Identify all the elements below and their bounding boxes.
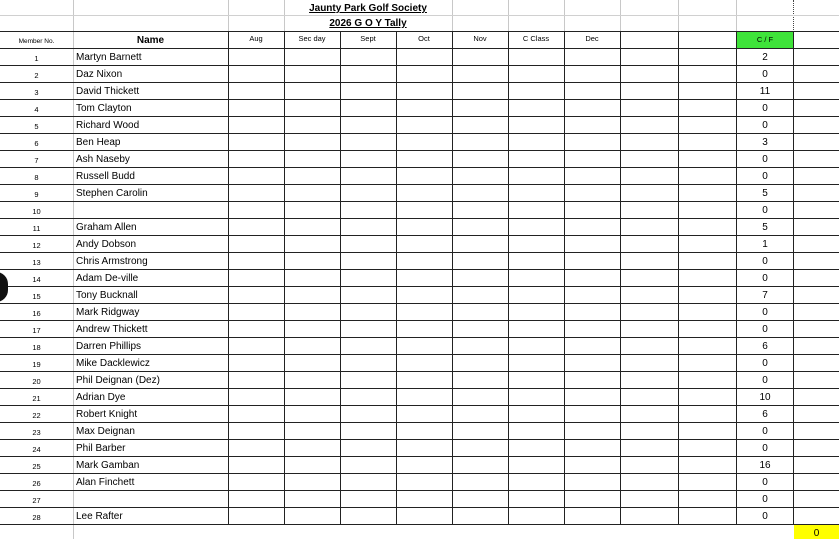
grid-hline (0, 354, 839, 355)
member-no-cell[interactable]: 11 (32, 224, 41, 233)
member-no-cell[interactable]: 14 (32, 275, 41, 284)
member-name-cell[interactable]: Richard Wood (76, 120, 140, 131)
member-name-cell[interactable]: Chris Armstrong (76, 256, 148, 267)
sheet-title: Jaunty Park Golf Society (309, 3, 427, 14)
member-no-cell[interactable]: 22 (32, 411, 41, 420)
grid-hline (0, 507, 839, 508)
member-name-cell[interactable]: Mark Gamban (76, 460, 140, 471)
grid-hline (0, 286, 839, 287)
table-row (0, 134, 839, 151)
table-row (0, 219, 839, 236)
cf-value-cell[interactable]: 0 (762, 426, 768, 437)
table-row (0, 440, 839, 457)
grid-hline (0, 473, 839, 474)
cf-value-cell[interactable]: 0 (762, 103, 768, 114)
member-name-cell[interactable]: Robert Knight (76, 409, 138, 420)
member-no-cell[interactable]: 13 (32, 258, 41, 267)
grid-hline (0, 456, 839, 457)
member-no-cell[interactable]: 8 (34, 173, 39, 182)
member-no-cell[interactable]: 9 (34, 190, 39, 199)
member-no-cell[interactable]: 20 (32, 377, 41, 386)
header-name[interactable]: Name (136, 35, 165, 46)
grid-hline (0, 99, 839, 100)
header-oct[interactable]: Oct (418, 34, 430, 43)
grid-hline (0, 31, 839, 32)
member-name-cell[interactable]: Adrian Dye (76, 392, 126, 403)
header-nov[interactable]: Nov (473, 34, 487, 43)
header-dec[interactable]: Dec (585, 34, 599, 43)
member-no-cell[interactable]: 24 (32, 445, 41, 454)
grid-hline (0, 218, 839, 219)
grid-vline (452, 31, 453, 524)
table-row (0, 236, 839, 253)
member-name-cell[interactable]: Russell Budd (76, 171, 135, 182)
table-row (0, 100, 839, 117)
member-name-cell[interactable]: Ash Naseby (76, 154, 130, 165)
table-row (0, 151, 839, 168)
grid-hline (0, 133, 839, 134)
member-no-cell[interactable]: 15 (32, 292, 41, 301)
grid-vline (793, 31, 794, 524)
cf-value-cell[interactable]: 0 (762, 477, 768, 488)
grid-hline (0, 235, 839, 236)
cf-value-cell[interactable]: 0 (762, 307, 768, 318)
member-no-cell[interactable]: 3 (34, 88, 39, 97)
header-sec-day[interactable]: Sec day (298, 34, 326, 43)
grid-hline (0, 116, 839, 117)
table-row (0, 338, 839, 355)
grid-hline (0, 524, 839, 525)
member-name-cell[interactable]: Darren Phillips (76, 341, 142, 352)
table-row (0, 491, 839, 508)
member-no-cell[interactable]: 17 (32, 326, 41, 335)
member-name-cell[interactable] (73, 202, 228, 219)
cf-total-cell[interactable]: 0 (794, 525, 839, 539)
member-no-cell[interactable]: 6 (34, 139, 39, 148)
member-no-cell[interactable]: 28 (32, 513, 41, 522)
table-row (0, 66, 839, 83)
member-name-cell[interactable]: Ben Heap (76, 137, 121, 148)
member-no-cell[interactable]: 1 (34, 54, 39, 63)
header-member-no[interactable]: Member No. (18, 38, 55, 45)
grid-vline (678, 31, 679, 524)
grid-hline (0, 490, 839, 491)
grid-vline (284, 31, 285, 524)
cf-value-cell[interactable]: 3 (762, 137, 768, 148)
table-row (0, 185, 839, 202)
member-name-cell[interactable]: Phil Barber (76, 443, 126, 454)
grid-hline (0, 405, 839, 406)
cf-value-cell[interactable]: 1 (762, 239, 768, 250)
member-name-cell[interactable]: Adam De-ville (76, 273, 139, 284)
table-row (0, 117, 839, 134)
grid-hline (0, 371, 839, 372)
cf-value-cell[interactable]: 0 (762, 154, 768, 165)
table-row (0, 406, 839, 423)
grid-vline (396, 31, 397, 524)
member-name-cell[interactable]: Tony Bucknall (76, 290, 138, 301)
table-row (0, 304, 839, 321)
cf-value-cell[interactable]: 2 (762, 52, 768, 63)
header-c-class[interactable]: C Class (522, 34, 550, 43)
cf-value-cell[interactable]: 0 (762, 494, 768, 505)
member-no-cell[interactable]: 16 (32, 309, 41, 318)
member-no-cell[interactable]: 27 (32, 496, 41, 505)
member-name-cell[interactable] (73, 491, 228, 508)
cf-value-cell[interactable]: 6 (762, 341, 768, 352)
cf-value-cell[interactable]: 0 (762, 120, 768, 131)
member-no-cell[interactable]: 12 (32, 241, 41, 250)
cf-value-cell[interactable]: 0 (762, 375, 768, 386)
cf-value-cell[interactable]: 0 (762, 273, 768, 284)
cf-value-cell[interactable]: 0 (762, 256, 768, 267)
cf-value-cell[interactable]: 5 (762, 188, 768, 199)
grid-vline (620, 31, 621, 524)
table-row (0, 287, 839, 304)
cf-value-cell[interactable]: 6 (762, 409, 768, 420)
member-name-cell[interactable]: Martyn Barnett (76, 52, 142, 63)
table-row (0, 474, 839, 491)
member-name-cell[interactable]: Phil Deignan (Dez) (76, 375, 160, 386)
grid-hline (0, 150, 839, 151)
member-name-cell[interactable]: Max Deignan (76, 426, 135, 437)
member-name-cell[interactable]: Andy Dobson (76, 239, 137, 250)
member-no-cell[interactable]: 23 (32, 428, 41, 437)
cf-value-cell[interactable]: 0 (762, 443, 768, 454)
table-row (0, 372, 839, 389)
sheet-subtitle: 2026 G O Y Tally (329, 18, 407, 29)
table-row (0, 270, 839, 287)
table-row (0, 423, 839, 440)
member-name-cell[interactable]: Graham Allen (76, 222, 137, 233)
header-aug[interactable]: Aug (249, 34, 263, 43)
header-cf[interactable]: C / F (737, 32, 793, 48)
cf-value-cell[interactable]: 10 (759, 392, 771, 403)
grid-vline (564, 31, 565, 524)
member-no-cell[interactable]: 7 (34, 156, 39, 165)
table-row (0, 168, 839, 185)
table-row (0, 457, 839, 474)
grid-hline-light (0, 15, 839, 16)
header-sept[interactable]: Sept (360, 34, 376, 43)
grid-hline (0, 48, 839, 49)
grid-hline (0, 184, 839, 185)
member-no-cell[interactable]: 18 (32, 343, 41, 352)
table-row (0, 321, 839, 338)
member-no-cell[interactable]: 19 (32, 360, 41, 369)
member-no-cell[interactable]: 26 (32, 479, 41, 488)
member-no-cell[interactable]: 10 (32, 207, 41, 216)
cf-value-cell[interactable]: 0 (762, 324, 768, 335)
grid-hline (0, 269, 839, 270)
grid-hline (0, 422, 839, 423)
cf-value-cell[interactable]: 0 (762, 69, 768, 80)
grid-hline (0, 320, 839, 321)
member-name-cell[interactable]: Alan Finchett (76, 477, 135, 488)
cf-value-cell[interactable]: 5 (762, 222, 768, 233)
cf-value-cell[interactable]: 0 (762, 511, 768, 522)
cf-value-cell[interactable]: 0 (762, 205, 768, 216)
grid-hline (0, 65, 839, 66)
table-row (0, 83, 839, 100)
member-no-cell[interactable]: 21 (32, 394, 41, 403)
grid-hline (0, 167, 839, 168)
member-name-cell[interactable]: Mike Dacklewicz (76, 358, 150, 369)
table-row (0, 389, 839, 406)
grid-vline (228, 31, 229, 524)
grid-hline (0, 303, 839, 304)
member-no-cell[interactable]: 5 (34, 122, 39, 131)
member-no-cell[interactable]: 2 (34, 71, 39, 80)
member-name-cell[interactable]: Stephen Carolin (76, 188, 148, 199)
grid-hline (0, 388, 839, 389)
table-row (0, 202, 839, 219)
grid-vline (736, 31, 737, 524)
grid-hline (0, 252, 839, 253)
grid-vline (340, 31, 341, 524)
grid-hline (0, 201, 839, 202)
table-row (0, 253, 839, 270)
grid-vline (508, 31, 509, 524)
table-row (0, 508, 839, 525)
cf-value-cell[interactable]: 16 (759, 460, 771, 471)
table-row (0, 49, 839, 66)
grid-hline (0, 439, 839, 440)
member-no-cell[interactable]: 25 (32, 462, 41, 471)
cf-value-cell[interactable]: 7 (762, 290, 768, 301)
grid-hline (0, 337, 839, 338)
cf-value-cell[interactable]: 0 (762, 171, 768, 182)
cf-value-cell[interactable]: 0 (762, 358, 768, 369)
table-row (0, 355, 839, 372)
grid-hline (0, 82, 839, 83)
member-name-cell[interactable]: David Thickett (76, 86, 140, 97)
member-name-cell[interactable]: Daz Nixon (76, 69, 123, 80)
member-name-cell[interactable]: Andrew Thickett (76, 324, 148, 335)
member-name-cell[interactable]: Mark Ridgway (76, 307, 140, 318)
member-name-cell[interactable]: Tom Clayton (76, 103, 132, 114)
member-name-cell[interactable]: Lee Rafter (76, 511, 123, 522)
cf-value-cell[interactable]: 11 (759, 86, 771, 97)
member-no-cell[interactable]: 4 (34, 105, 39, 114)
